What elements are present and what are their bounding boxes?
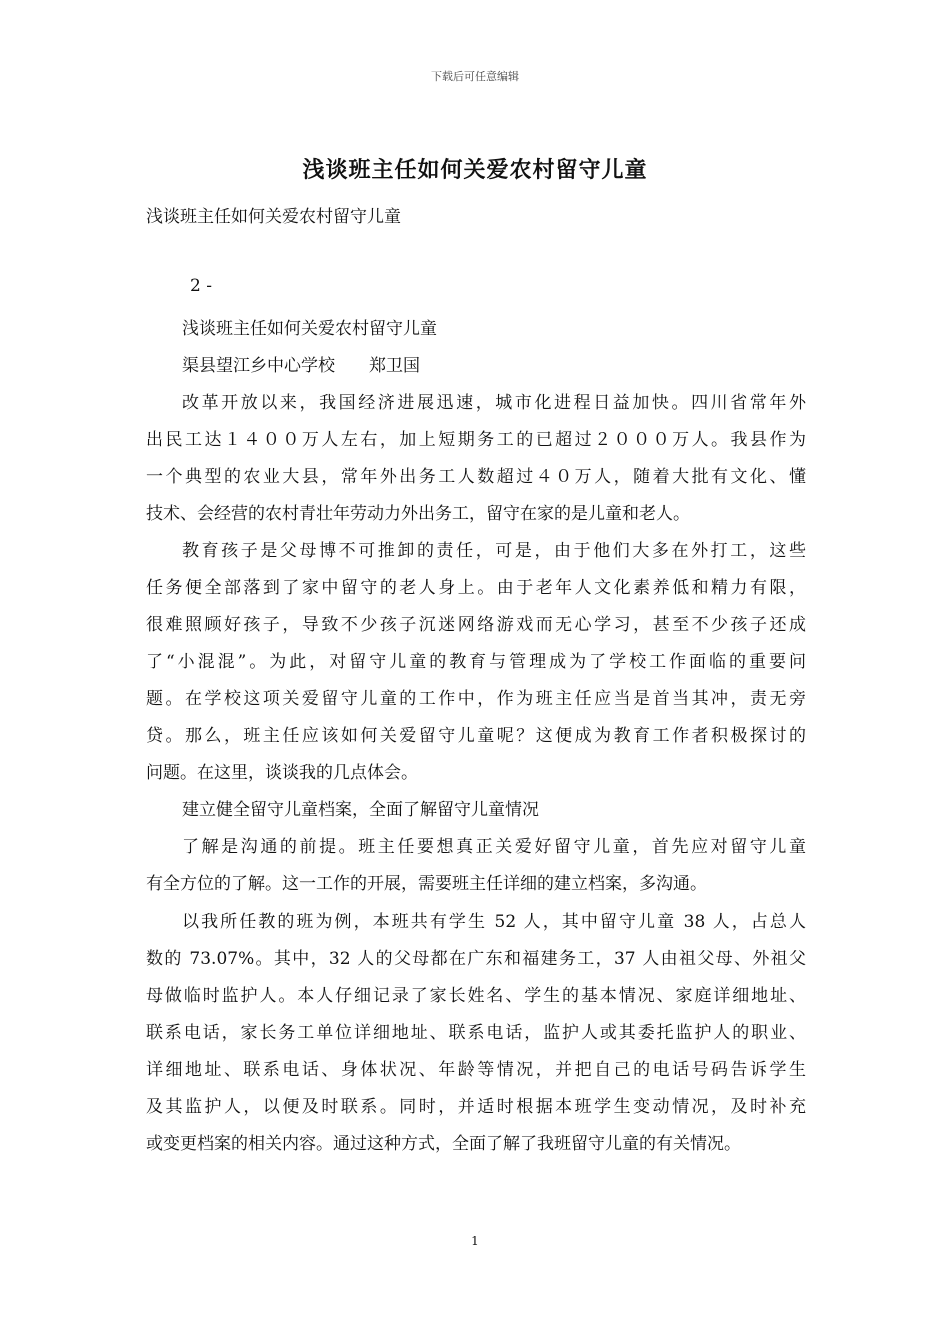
paragraph-2-line-1: 教育孩子是父母博不可推卸的责任，可是，由于他们大多在外打工，这些 xyxy=(182,541,806,561)
author-line: 渠县望江乡中心学校 郑卫国 xyxy=(182,356,420,376)
paragraph-2-line-7: 问题。在这里，谈谈我的几点体会。 xyxy=(146,763,418,783)
paragraph-1-line-4: 技术、会经营的农村青壮年劳动力外出务工，留守在家的是儿童和老人。 xyxy=(146,504,690,524)
paragraph-2-line-3: 很难照顾好孩子，导致不少孩子沉迷网络游戏而无心学习，甚至不少孩子还成 xyxy=(146,615,806,635)
header-note: 下载后可任意编辑 xyxy=(431,70,519,83)
paragraph-2-line-2: 任务便全部落到了家中留守的老人身上。由于老年人文化素养低和精力有限， xyxy=(146,578,806,598)
section-heading: 建立健全留守儿童档案，全面了解留守儿童情况 xyxy=(182,800,539,820)
paragraph-5-line-3: 母做临时监护人。本人仔细记录了家长姓名、学生的基本情况、家庭详细地址、 xyxy=(146,986,806,1006)
paragraph-2-line-6: 贷。那么，班主任应该如何关爱留守儿童呢？这便成为教育工作者积极探讨的 xyxy=(146,726,806,746)
inner-title: 浅谈班主任如何关爱农村留守儿童 xyxy=(182,319,437,339)
paragraph-2-line-5: 题。在学校这项关爱留守儿童的工作中，作为班主任应当是首当其冲，责无旁 xyxy=(146,689,806,709)
paragraph-1-line-1: 改革开放以来，我国经济进展迅速，城市化进程日益加快。四川省常年外 xyxy=(182,393,806,413)
paragraph-5-line-4: 联系电话，家长务工单位详细地址、联系电话，监护人或其委托监护人的职业、 xyxy=(146,1023,806,1043)
paragraph-2-line-4: 了“小混混”。为此，对留守儿童的教育与管理成为了学校工作面临的重要问 xyxy=(146,652,806,672)
paragraph-4-line-1: 了解是沟通的前提。班主任要想真正关爱好留守儿童，首先应对留守儿童 xyxy=(182,837,806,857)
paragraph-1-line-3: 一个典型的农业大县，常年外出务工人数超过４０万人，随着大批有文化、懂 xyxy=(146,467,806,487)
paragraph-5-line-1: 以我所任教的班为例，本班共有学生 52 人，其中留守儿童 38 人，占总人 xyxy=(182,912,806,932)
page-number: 1 xyxy=(471,1234,479,1248)
paragraph-1-line-2: 出民工达１４００万人左右，加上短期务工的已超过２０００万人。我县作为 xyxy=(146,430,806,450)
document-title: 浅谈班主任如何关爱农村留守儿童 xyxy=(302,157,648,183)
page-marker: 2 - xyxy=(190,276,212,296)
paragraph-4-line-2: 有全方位的了解。这一工作的开展，需要班主任详细的建立档案，多沟通。 xyxy=(146,874,707,894)
paragraph-5-line-5: 详细地址、联系电话、身体状况、年龄等情况，并把自己的电话号码告诉学生 xyxy=(146,1060,806,1080)
paragraph-5-line-2: 数的 73.07%。其中，32 人的父母都在广东和福建务工，37 人由祖父母、外祖父 xyxy=(146,949,806,969)
paragraph-5-line-7: 或变更档案的相关内容。通过这种方式，全面了解了我班留守儿童的有关情况。 xyxy=(146,1134,741,1154)
paragraph-5-line-6: 及其监护人，以便及时联系。同时，并适时根据本班学生变动情况，及时补充 xyxy=(146,1097,806,1117)
document-subtitle: 浅谈班主任如何关爱农村留守儿童 xyxy=(146,207,401,227)
